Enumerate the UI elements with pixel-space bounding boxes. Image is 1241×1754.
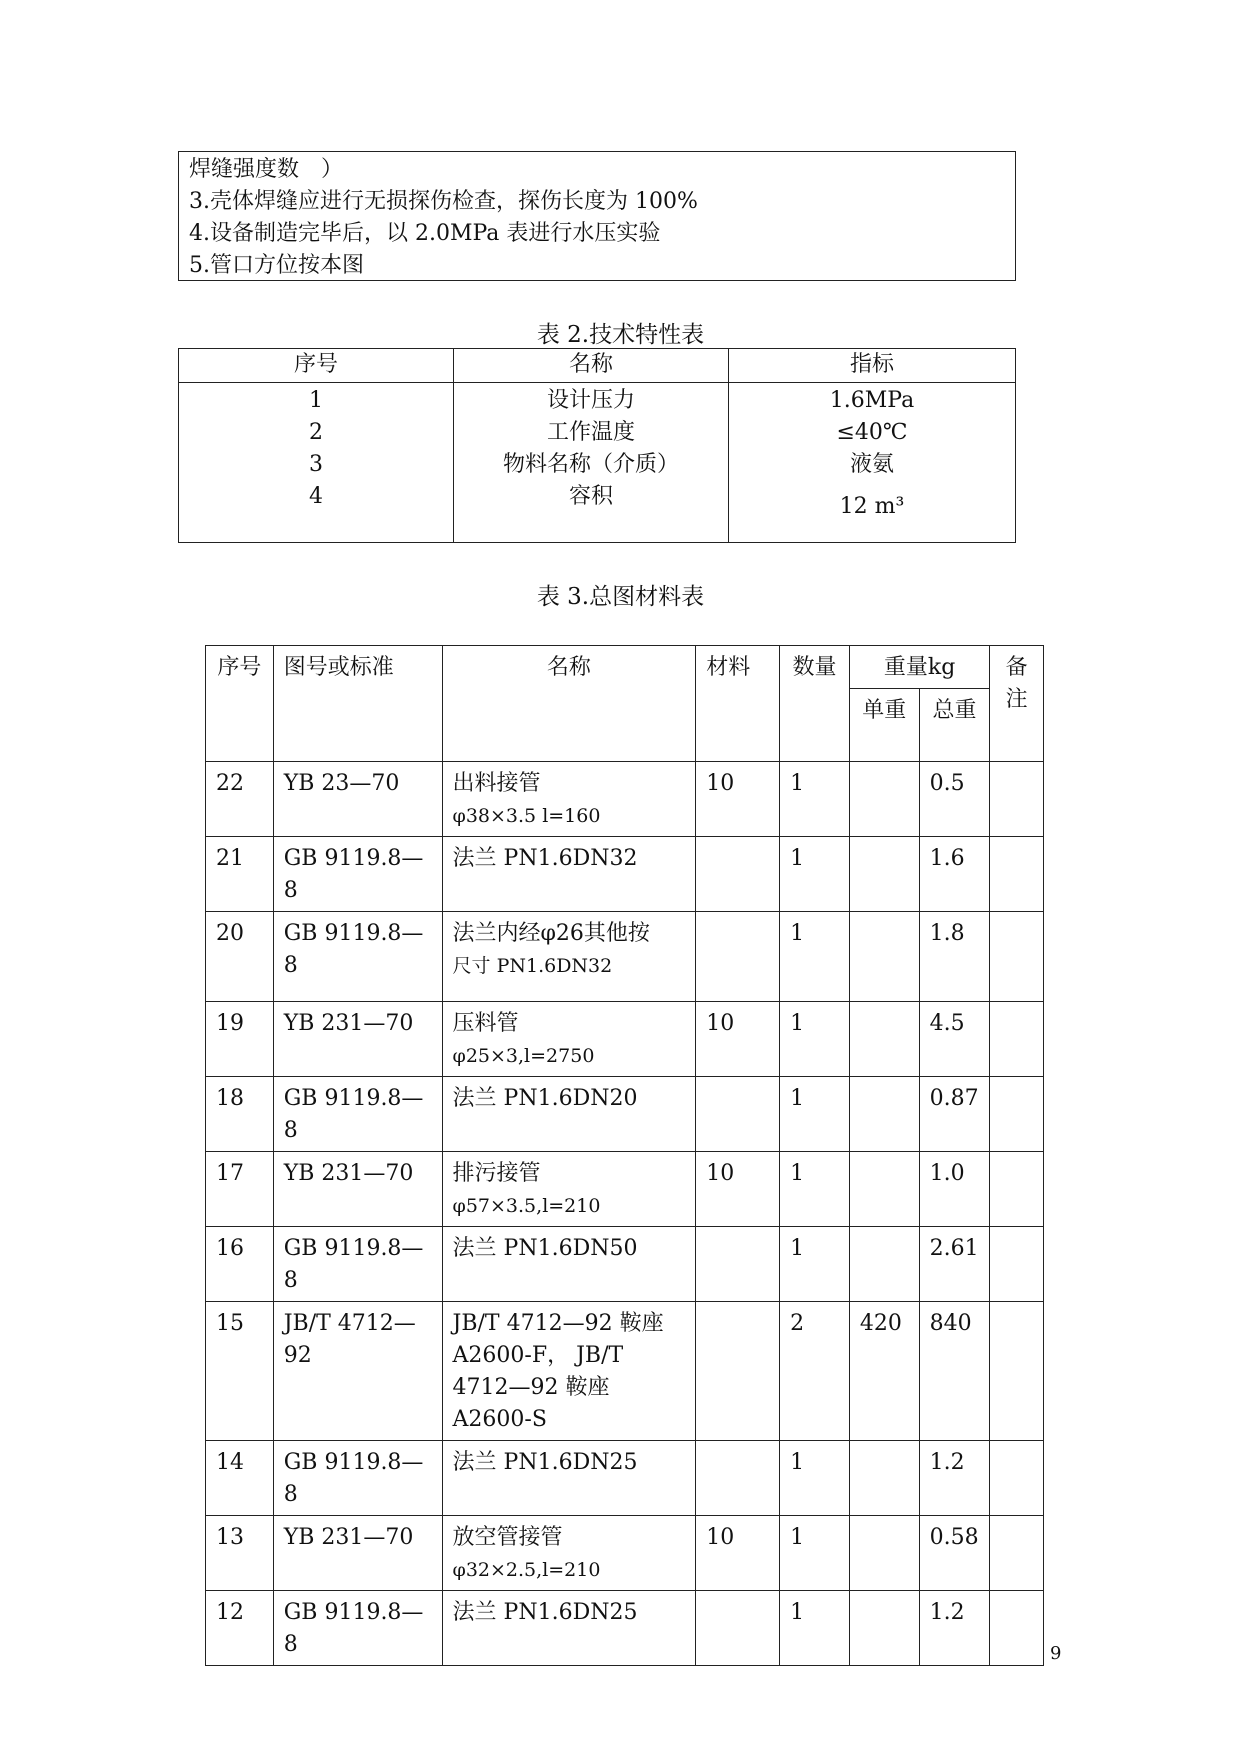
- cell: 容积: [568, 484, 613, 509]
- qty-cell: 1: [780, 1152, 850, 1227]
- material-cell: 10: [696, 762, 780, 837]
- seq-cell: 13: [206, 1516, 274, 1591]
- table-row: [206, 1077, 1044, 1152]
- cell: 液氨: [849, 452, 894, 477]
- qty-cell: 1: [780, 1227, 850, 1302]
- name-text: JB/T 4712—92 鞍座 A2600-F， JB/T 4712—92 鞍座 A2600-S: [452, 1311, 664, 1432]
- name-cell: [442, 1441, 696, 1516]
- qty-cell: 1: [780, 1441, 850, 1516]
- total-weight-cell: 1.6: [919, 837, 990, 912]
- header-name: 名称: [454, 349, 729, 383]
- qty-cell: 1: [780, 1077, 850, 1152]
- drawing-cell: GB 9119.8—8: [273, 1591, 442, 1666]
- remark-cell: [990, 1302, 1044, 1441]
- cell: 12 m³: [839, 494, 905, 519]
- header-drawing: 图号或标准: [273, 646, 442, 762]
- unit-weight-cell: [849, 1441, 919, 1516]
- material-cell: 10: [696, 1152, 780, 1227]
- unit-weight-cell: [849, 1152, 919, 1227]
- note-line: 5.管口方位按本图: [189, 253, 364, 278]
- header-unit-weight: 单重: [849, 689, 919, 762]
- unit-weight-cell: [849, 1227, 919, 1302]
- unit-weight-cell: [849, 762, 919, 837]
- seq-cell: 21: [206, 837, 274, 912]
- name-text: 出料接管: [452, 771, 541, 796]
- material-cell: [696, 1227, 780, 1302]
- seq-cell: 22: [206, 762, 274, 837]
- remark-cell: [990, 762, 1044, 837]
- remark-cell: [990, 912, 1044, 1002]
- material-cell: [696, 1302, 780, 1441]
- cell: 物料名称（介质）: [502, 452, 679, 477]
- total-weight-cell: 4.5: [919, 1002, 990, 1077]
- table-row: [206, 1002, 1044, 1077]
- total-weight-cell: 0.58: [919, 1516, 990, 1591]
- table-row: [206, 1591, 1044, 1666]
- header-indicator: 指标: [729, 349, 1016, 383]
- name-cell: [442, 762, 696, 837]
- header-weight: 重量kg: [849, 646, 989, 689]
- table-row: [206, 1441, 1044, 1516]
- drawing-cell: GB 9119.8—8: [273, 1077, 442, 1152]
- name-text: 法兰内经φ26其他按: [452, 921, 650, 946]
- material-rows: [206, 762, 1044, 1666]
- qty-cell: 1: [780, 1002, 850, 1077]
- seq-column: [179, 383, 454, 543]
- table-row: [206, 912, 1044, 1002]
- seq-cell: 14: [206, 1441, 274, 1516]
- unit-weight-cell: [849, 1077, 919, 1152]
- indicator-column: [729, 383, 1016, 543]
- header-seq: 序号: [206, 646, 274, 762]
- remark-cell: [990, 1077, 1044, 1152]
- table-row: [206, 1227, 1044, 1302]
- material-table: [205, 645, 1044, 1666]
- name-spec: φ57×3.5,l=210: [452, 1195, 601, 1217]
- seq-cell: 17: [206, 1152, 274, 1227]
- name-cell: [442, 1591, 696, 1666]
- remark-cell: [990, 837, 1044, 912]
- cell: ≤40℃: [836, 420, 908, 445]
- cell: 工作温度: [546, 420, 635, 445]
- remark-cell: [990, 1152, 1044, 1227]
- material-cell: [696, 1077, 780, 1152]
- seq-cell: 16: [206, 1227, 274, 1302]
- name-cell: [442, 1227, 696, 1302]
- drawing-cell: YB 231—70: [273, 1152, 442, 1227]
- drawing-cell: GB 9119.8—8: [273, 1227, 442, 1302]
- remark-cell: [990, 1441, 1044, 1516]
- qty-cell: 1: [780, 1591, 850, 1666]
- total-weight-cell: 1.0: [919, 1152, 990, 1227]
- unit-weight-cell: [849, 912, 919, 1002]
- header-name: 名称: [442, 646, 696, 762]
- unit-weight-cell: 420: [849, 1302, 919, 1441]
- material-cell: [696, 1591, 780, 1666]
- seq-cell: 20: [206, 912, 274, 1002]
- unit-weight-cell: [849, 837, 919, 912]
- name-spec: φ25×3,l=2750: [452, 1045, 595, 1067]
- table-row: [206, 1152, 1044, 1227]
- material-cell: 10: [696, 1002, 780, 1077]
- cell: 2: [309, 420, 323, 445]
- note-line: 3.壳体焊缝应进行无损探伤检查，探伤长度为 100%: [189, 189, 698, 214]
- drawing-cell: GB 9119.8—8: [273, 1441, 442, 1516]
- name-text: 法兰 PN1.6DN25: [452, 1600, 638, 1625]
- page-number: 9: [1050, 1643, 1062, 1664]
- table-row: [206, 1516, 1044, 1591]
- remark-cell: [990, 1516, 1044, 1591]
- name-spec: 尺寸 PN1.6DN32: [452, 955, 613, 977]
- unit-weight-cell: [849, 1002, 919, 1077]
- qty-cell: 1: [780, 837, 850, 912]
- drawing-cell: YB 231—70: [273, 1002, 442, 1077]
- name-text: 压料管: [452, 1011, 519, 1036]
- table-row: [206, 837, 1044, 912]
- note-line: 4.设备制造完毕后，以 2.0MPa 表进行水压实验: [189, 221, 661, 246]
- name-text: 法兰 PN1.6DN50: [452, 1236, 638, 1261]
- name-text: 放空管接管: [452, 1525, 563, 1550]
- seq-cell: 18: [206, 1077, 274, 1152]
- seq-cell: 19: [206, 1002, 274, 1077]
- remark-cell: [990, 1002, 1044, 1077]
- header-seq: 序号: [179, 349, 454, 383]
- drawing-cell: GB 9119.8—8: [273, 837, 442, 912]
- notes-box: [178, 151, 1016, 281]
- drawing-cell: GB 9119.8—8: [273, 912, 442, 1002]
- table3-caption: 表 3.总图材料表: [536, 584, 705, 610]
- total-weight-cell: 1.2: [919, 1441, 990, 1516]
- qty-cell: 1: [780, 1516, 850, 1591]
- tech-spec-table: [178, 348, 1016, 543]
- remark-cell: [990, 1227, 1044, 1302]
- name-cell: [442, 1302, 696, 1441]
- unit-weight-cell: [849, 1516, 919, 1591]
- cell: 3: [309, 452, 323, 477]
- name-cell: [442, 1002, 696, 1077]
- drawing-cell: YB 231—70: [273, 1516, 442, 1591]
- name-cell: [442, 912, 696, 1002]
- drawing-cell: JB/T 4712—92: [273, 1302, 442, 1441]
- name-text: 法兰 PN1.6DN32: [452, 846, 638, 871]
- name-text: 排污接管: [452, 1161, 541, 1186]
- total-weight-cell: 2.61: [919, 1227, 990, 1302]
- material-cell: 10: [696, 1516, 780, 1591]
- header-remark: 备注: [990, 646, 1044, 762]
- qty-cell: 1: [780, 762, 850, 837]
- drawing-cell: YB 23—70: [273, 762, 442, 837]
- cell: 4: [309, 484, 323, 509]
- table-row: [206, 1302, 1044, 1441]
- total-weight-cell: 0.5: [919, 762, 990, 837]
- seq-cell: 12: [206, 1591, 274, 1666]
- table2-caption: 表 2.技术特性表: [536, 322, 705, 348]
- header-material: 材料: [696, 646, 780, 762]
- remark-cell: [990, 1591, 1044, 1666]
- name-cell: [442, 837, 696, 912]
- cell: 1: [309, 388, 323, 413]
- header-qty: 数量: [780, 646, 850, 762]
- material-cell: [696, 912, 780, 1002]
- total-weight-cell: 0.87: [919, 1077, 990, 1152]
- table-row: [206, 762, 1044, 837]
- name-text: 法兰 PN1.6DN25: [452, 1450, 638, 1475]
- material-cell: [696, 1441, 780, 1516]
- total-weight-cell: 1.2: [919, 1591, 990, 1666]
- total-weight-cell: 840: [919, 1302, 990, 1441]
- qty-cell: 1: [780, 912, 850, 1002]
- cell: 1.6MPa: [829, 388, 915, 413]
- seq-cell: 15: [206, 1302, 274, 1441]
- qty-cell: 2: [780, 1302, 850, 1441]
- note-line: 焊缝强度数 ）: [189, 157, 344, 182]
- cell: 设计压力: [546, 388, 635, 413]
- name-cell: [442, 1077, 696, 1152]
- unit-weight-cell: [849, 1591, 919, 1666]
- name-column: [454, 383, 729, 543]
- name-text: 法兰 PN1.6DN20: [452, 1086, 638, 1111]
- name-cell: [442, 1516, 696, 1591]
- name-cell: [442, 1152, 696, 1227]
- header-total-weight: 总重: [919, 689, 990, 762]
- material-cell: [696, 837, 780, 912]
- name-spec: φ38×3.5 l=160: [452, 805, 601, 827]
- total-weight-cell: 1.8: [919, 912, 990, 1002]
- name-spec: φ32×2.5,l=210: [452, 1559, 601, 1581]
